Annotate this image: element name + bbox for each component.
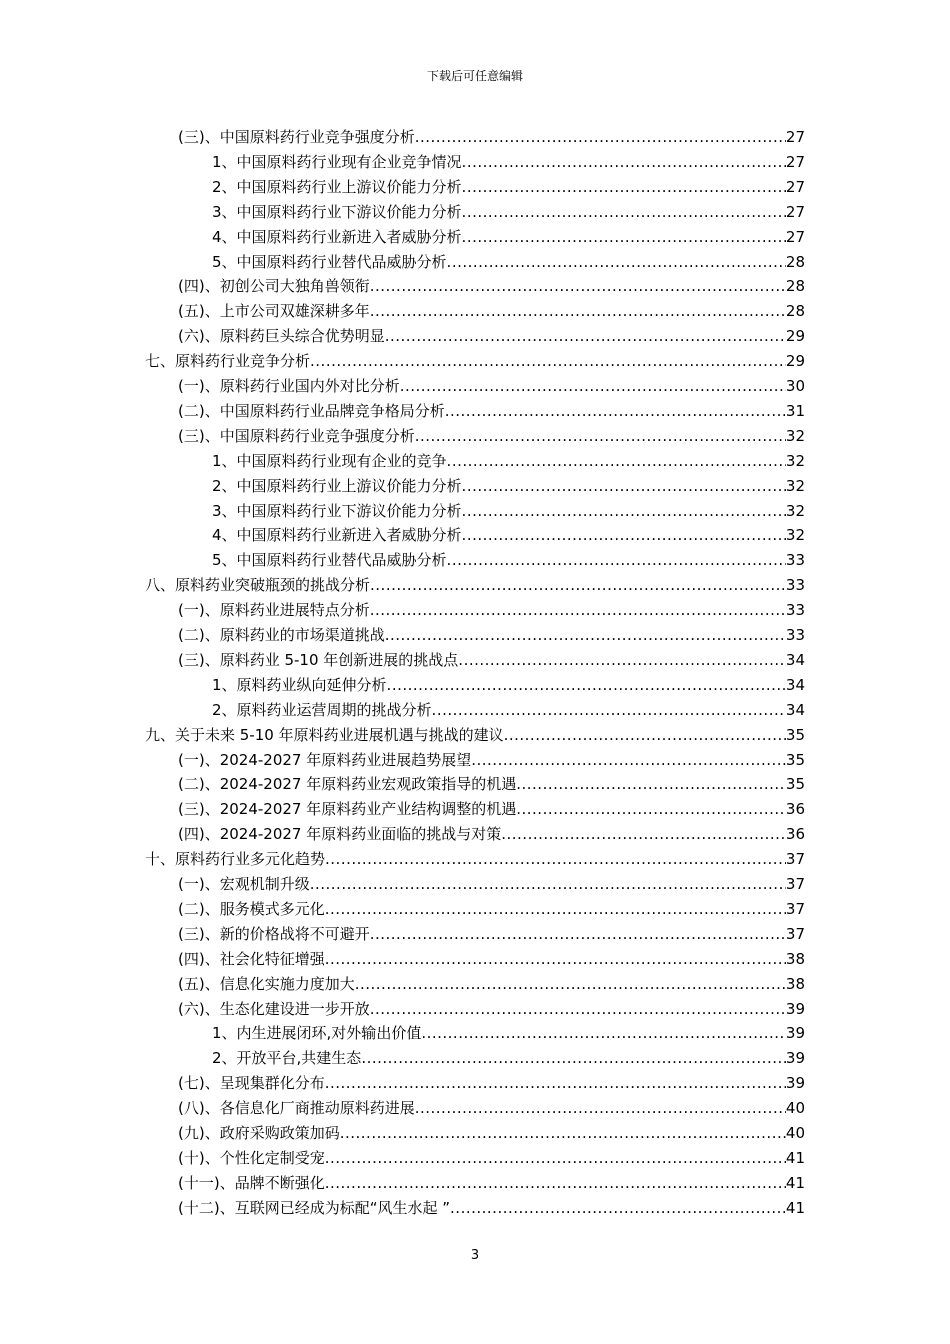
toc-entry-page: 41 bbox=[785, 1148, 805, 1167]
toc-entry[interactable] bbox=[178, 648, 805, 673]
toc-dot-leader bbox=[415, 424, 786, 449]
toc-dot-leader bbox=[462, 523, 786, 548]
toc-dot-leader bbox=[370, 922, 786, 947]
toc-entry-title: 2、原料药业运营周期的挑战分析 bbox=[212, 700, 432, 719]
toc-entry-title: (九)、政府采购政策加码 bbox=[178, 1124, 340, 1142]
toc-entry-title: 七、原料药行业竞争分析 bbox=[145, 352, 311, 371]
toc-entry[interactable] bbox=[212, 673, 805, 698]
toc-entry-page: 31 bbox=[785, 401, 805, 420]
toc-entry-title: 2、中国原料药行业上游议价能力分析 bbox=[212, 476, 462, 495]
toc-entry[interactable] bbox=[178, 399, 805, 424]
toc-dot-leader bbox=[385, 623, 786, 648]
toc-entry[interactable] bbox=[178, 274, 805, 299]
toc-entry-title: 1、中国原料药行业现有企业竞争情况 bbox=[212, 152, 462, 171]
toc-entry[interactable] bbox=[178, 872, 805, 897]
toc-entry-title: (五)、信息化实施力度加大 bbox=[178, 974, 355, 993]
toc-entry-page: 34 bbox=[785, 700, 805, 719]
toc-entry-title: (六)、原料药巨头综合优势明显 bbox=[178, 327, 385, 346]
toc-entry[interactable] bbox=[212, 523, 805, 548]
toc-entry-page: 37 bbox=[785, 924, 805, 943]
toc-entry[interactable] bbox=[212, 150, 805, 175]
toc-entry-page: 29 bbox=[785, 327, 805, 346]
toc-dot-leader bbox=[450, 1196, 786, 1221]
toc-dot-leader bbox=[361, 1046, 786, 1071]
toc-entry-title: 八、原料药业突破瓶颈的挑战分析 bbox=[145, 576, 371, 595]
toc-entry-title: (一)、宏观机制升级 bbox=[178, 875, 310, 893]
toc-dot-leader bbox=[370, 573, 786, 598]
toc-entry-title: (三)、中国原料药行业竞争强度分析 bbox=[178, 426, 415, 445]
toc-entry-page: 32 bbox=[785, 501, 805, 520]
toc-entry[interactable] bbox=[212, 449, 805, 474]
toc-entry-title: 3、中国原料药行业下游议价能力分析 bbox=[212, 501, 462, 520]
toc-entry[interactable] bbox=[212, 548, 805, 573]
toc-entry-title: (三)、原料药业 5-10 年创新进展的挑战点 bbox=[178, 650, 459, 669]
toc-dot-leader bbox=[516, 797, 786, 822]
toc-entry[interactable] bbox=[178, 1071, 805, 1096]
toc-entry[interactable] bbox=[178, 299, 805, 324]
toc-entry-title: (七)、呈现集群化分布 bbox=[178, 1074, 325, 1093]
toc-entry-page: 34 bbox=[785, 675, 805, 694]
toc-entry[interactable] bbox=[178, 772, 805, 797]
toc-dot-leader bbox=[355, 972, 786, 997]
toc-entry[interactable] bbox=[178, 897, 805, 922]
toc-entry[interactable] bbox=[178, 997, 805, 1022]
toc-dot-leader bbox=[310, 349, 786, 374]
toc-entry-page: 36 bbox=[785, 800, 805, 819]
toc-dot-leader bbox=[462, 150, 786, 175]
toc-entry[interactable] bbox=[178, 822, 805, 847]
toc-entry-title: (三)、新的价格战将不可避开 bbox=[178, 924, 370, 943]
toc-entry-page: 35 bbox=[785, 750, 805, 769]
toc-entry-page: 37 bbox=[785, 899, 805, 918]
toc-entry[interactable] bbox=[178, 424, 805, 449]
toc-entry[interactable] bbox=[145, 573, 805, 598]
toc-dot-leader bbox=[387, 673, 786, 698]
toc-entry[interactable] bbox=[178, 598, 805, 623]
toc-entry-title: 1、原料药业纵向延伸分析 bbox=[212, 675, 387, 694]
toc-entry-page: 33 bbox=[785, 626, 805, 644]
toc-entry-page: 33 bbox=[785, 551, 805, 570]
toc-entry-page: 38 bbox=[785, 949, 805, 968]
toc-dot-leader bbox=[325, 847, 786, 872]
toc-dot-leader bbox=[447, 250, 786, 275]
toc-entry-page: 33 bbox=[785, 601, 805, 620]
toc-entry-title: (二)、服务模式多元化 bbox=[178, 899, 325, 918]
toc-dot-leader bbox=[370, 598, 786, 623]
toc-entry[interactable] bbox=[178, 972, 805, 997]
toc-entry-title: 十、原料药行业多元化趋势 bbox=[145, 850, 326, 869]
toc-entry-page: 32 bbox=[785, 451, 805, 470]
toc-dot-leader bbox=[325, 1171, 786, 1196]
toc-entry-page: 40 bbox=[785, 1124, 805, 1142]
toc-entry[interactable] bbox=[178, 1096, 805, 1121]
toc-entry[interactable] bbox=[145, 349, 805, 374]
toc-entry[interactable] bbox=[178, 1196, 805, 1221]
toc-entry-title: (一)、2024-2027 年原料药业进展趋势展望 bbox=[178, 750, 472, 769]
toc-entry-title: (四)、初创公司大独角兽领衔 bbox=[178, 277, 370, 296]
toc-entry-page: 38 bbox=[785, 974, 805, 993]
toc-dot-leader bbox=[325, 947, 786, 972]
toc-entry[interactable] bbox=[178, 797, 805, 822]
toc-entry[interactable] bbox=[145, 723, 805, 748]
toc-entry-page: 37 bbox=[785, 850, 805, 869]
toc-entry-page: 41 bbox=[785, 1198, 805, 1217]
toc-entry-title: 1、中国原料药行业现有企业的竞争 bbox=[212, 451, 447, 470]
toc-entry[interactable] bbox=[178, 748, 805, 773]
toc-entry[interactable] bbox=[212, 200, 805, 225]
toc-dot-leader bbox=[325, 1146, 786, 1171]
toc-entry-page: 40 bbox=[785, 1099, 805, 1118]
toc-entry-title: (四)、2024-2027 年原料药业面临的挑战与对策 bbox=[178, 825, 502, 844]
toc-dot-leader bbox=[385, 324, 786, 349]
toc-entry-title: (二)、原料药业的市场渠道挑战 bbox=[178, 626, 385, 644]
toc-entry-title: (四)、社会化特征增强 bbox=[178, 949, 325, 968]
toc-entry[interactable] bbox=[212, 175, 805, 200]
toc-entry[interactable] bbox=[212, 250, 805, 275]
toc-entry[interactable] bbox=[212, 499, 805, 524]
toc-entry[interactable] bbox=[178, 1171, 805, 1196]
toc-entry-title: (三)、2024-2027 年原料药业产业结构调整的机遇 bbox=[178, 800, 517, 819]
toc-entry-page: 39 bbox=[785, 999, 805, 1018]
toc-entry-page: 37 bbox=[785, 875, 805, 893]
toc-entry-title: (六)、生态化建设进一步开放 bbox=[178, 999, 370, 1018]
toc-entry-page: 34 bbox=[785, 650, 805, 669]
toc-entry-title: (十二)、互联网已经成为标配“风生水起 ” bbox=[178, 1198, 451, 1217]
toc-entry-title: (五)、上市公司双雄深耕多年 bbox=[178, 302, 370, 321]
toc-entry-page: 27 bbox=[785, 152, 805, 171]
toc-entry-title: (八)、各信息化厂商推动原料药进展 bbox=[178, 1099, 415, 1118]
toc-entry[interactable] bbox=[178, 324, 805, 349]
toc-entry-title: 4、中国原料药行业新进入者威胁分析 bbox=[212, 227, 462, 246]
toc-dot-leader bbox=[370, 299, 786, 324]
toc-entry-page: 33 bbox=[785, 576, 805, 595]
toc-dot-leader bbox=[447, 449, 786, 474]
toc-entry-title: 2、中国原料药行业上游议价能力分析 bbox=[212, 177, 462, 196]
toc-entry[interactable] bbox=[178, 374, 805, 399]
toc-dot-leader bbox=[458, 648, 786, 673]
toc-dot-leader bbox=[370, 997, 786, 1022]
toc-dot-leader bbox=[462, 225, 786, 250]
toc-entry-page: 27 bbox=[785, 202, 805, 221]
toc-entry-title: (二)、2024-2027 年原料药业宏观政策指导的机遇 bbox=[178, 775, 517, 794]
toc-entry-page: 32 bbox=[785, 476, 805, 495]
toc-entry[interactable] bbox=[178, 922, 805, 947]
toc-entry-title: 1、内生进展闭环,对外输出价值 bbox=[212, 1024, 422, 1043]
toc-entry-page: 39 bbox=[785, 1024, 805, 1043]
toc-dot-leader bbox=[462, 499, 786, 524]
toc-entry-page: 35 bbox=[785, 775, 805, 794]
toc-dot-leader bbox=[370, 274, 786, 299]
toc-entry[interactable] bbox=[178, 1146, 805, 1171]
toc-entry-title: (二)、中国原料药行业品牌竞争格局分析 bbox=[178, 401, 445, 420]
toc-entry-page: 27 bbox=[785, 227, 805, 246]
toc-entry[interactable] bbox=[178, 125, 805, 150]
toc-dot-leader bbox=[421, 1021, 786, 1046]
toc-dot-leader bbox=[462, 175, 786, 200]
toc-entry-title: (十一)、品牌不断强化 bbox=[178, 1173, 325, 1192]
toc-dot-leader bbox=[325, 1071, 786, 1096]
toc-entry-page: 29 bbox=[785, 352, 805, 371]
toc-dot-leader bbox=[310, 872, 786, 897]
toc-entry[interactable] bbox=[212, 225, 805, 250]
toc-entry-title: (一)、原料药业进展特点分析 bbox=[178, 601, 370, 620]
toc-entry-page: 36 bbox=[785, 825, 805, 844]
toc-entry-title: 九、关于未来 5-10 年原料药业进展机遇与挑战的建议 bbox=[145, 725, 504, 744]
toc-entry-title: (十)、个性化定制受宠 bbox=[178, 1148, 325, 1167]
toc-entry[interactable] bbox=[178, 623, 805, 648]
page-number: 3 bbox=[470, 1248, 480, 1263]
toc-dot-leader bbox=[471, 748, 786, 773]
toc-entry[interactable] bbox=[178, 947, 805, 972]
toc-entry[interactable] bbox=[212, 698, 805, 723]
toc-dot-leader bbox=[325, 897, 786, 922]
page-header-note: 下载后可任意编辑 bbox=[426, 69, 523, 83]
toc-entry[interactable] bbox=[212, 1046, 805, 1071]
toc-dot-leader bbox=[447, 548, 786, 573]
toc-dot-leader bbox=[462, 474, 786, 499]
toc-entry-page: 41 bbox=[785, 1173, 805, 1192]
toc-dot-leader bbox=[415, 125, 786, 150]
toc-dot-leader bbox=[445, 399, 786, 424]
toc-entry-page: 39 bbox=[785, 1074, 805, 1093]
toc-entry-title: 5、中国原料药行业替代品威胁分析 bbox=[212, 551, 447, 570]
toc-dot-leader bbox=[340, 1121, 786, 1146]
toc-entry-title: 3、中国原料药行业下游议价能力分析 bbox=[212, 202, 462, 221]
toc-entry-page: 27 bbox=[785, 128, 805, 146]
toc-entry[interactable] bbox=[212, 1021, 805, 1046]
toc-dot-leader bbox=[501, 822, 786, 847]
toc-entry-page: 32 bbox=[785, 426, 805, 445]
toc-dot-leader bbox=[462, 200, 786, 225]
toc-entry-page: 28 bbox=[785, 252, 805, 271]
toc-entry-title: (一)、原料药行业国内外对比分析 bbox=[178, 377, 400, 395]
toc-entry[interactable] bbox=[145, 847, 805, 872]
toc-entry-page: 27 bbox=[785, 177, 805, 196]
toc-entry-page: 28 bbox=[785, 302, 805, 321]
toc-entry-title: 5、中国原料药行业替代品威胁分析 bbox=[212, 252, 447, 271]
toc-dot-leader bbox=[400, 374, 786, 399]
toc-entry-title: 4、中国原料药行业新进入者威胁分析 bbox=[212, 526, 462, 545]
toc-dot-leader bbox=[516, 772, 786, 797]
toc-entry-page: 35 bbox=[785, 725, 805, 744]
toc-entry-title: (三)、中国原料药行业竞争强度分析 bbox=[178, 128, 415, 146]
toc-entry-page: 32 bbox=[785, 526, 805, 545]
toc-entry-page: 39 bbox=[785, 1049, 805, 1068]
toc-entry-title: 2、开放平台,共建生态 bbox=[212, 1049, 362, 1068]
toc-entry[interactable] bbox=[178, 1121, 805, 1146]
toc-dot-leader bbox=[432, 698, 786, 723]
toc-entry-page: 30 bbox=[785, 377, 805, 395]
toc-entry[interactable] bbox=[212, 474, 805, 499]
toc-dot-leader bbox=[504, 723, 786, 748]
toc-dot-leader bbox=[415, 1096, 786, 1121]
toc-entry-page: 28 bbox=[785, 277, 805, 296]
